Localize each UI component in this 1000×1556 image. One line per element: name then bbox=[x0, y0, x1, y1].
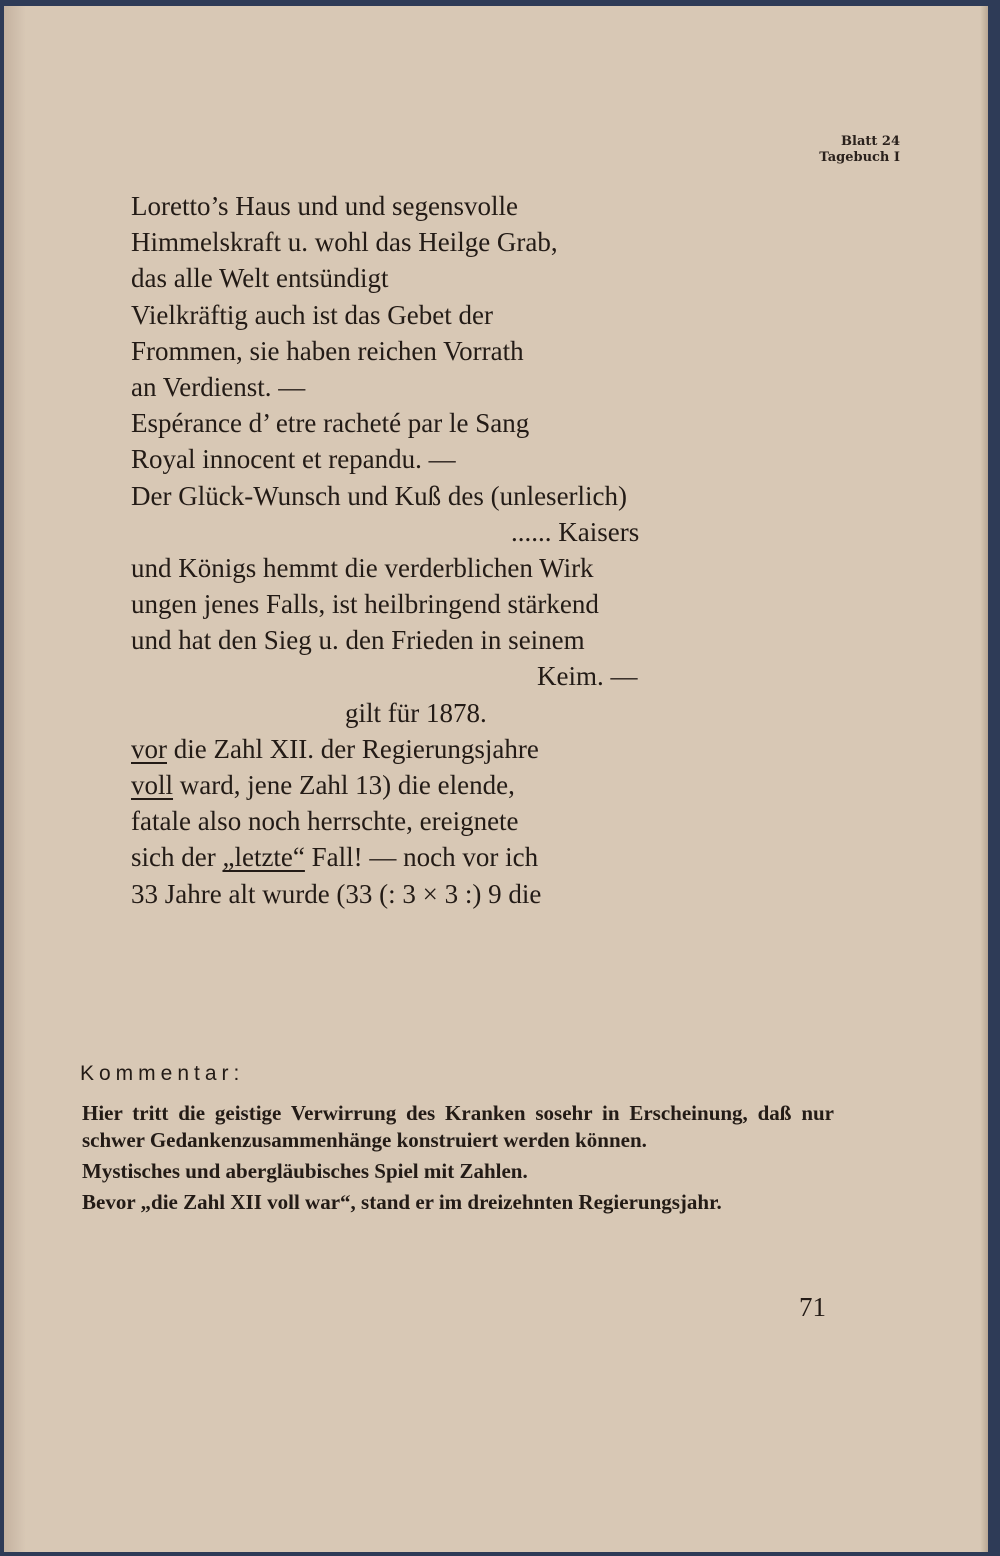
diary-line: ungen jenes Falls, ist heilbringend stärkend bbox=[131, 589, 599, 620]
diary-line: Der Glück-Wunsch und Kuß des (unleserlich) bbox=[131, 480, 628, 511]
line-text: sich der bbox=[131, 842, 223, 873]
underlined-word: voll bbox=[131, 770, 174, 800]
diary-line: Espérance d’ etre racheté par le Sang bbox=[131, 408, 530, 439]
line-text: die Zahl XII. der Regierungsjahre bbox=[167, 733, 539, 764]
commentary-paragraph: Mystisches und abergläubisches Spiel mit Zahlen. bbox=[82, 1159, 528, 1183]
commentary-paragraph: Bevor „die Zahl XII voll war“, stand er im dreizehnten Regierungsjahr. bbox=[82, 1190, 722, 1214]
underlined-word: vor bbox=[131, 733, 167, 764]
line-text: Fall! — noch vor ich bbox=[304, 842, 539, 873]
diary-line bbox=[131, 839, 791, 875]
diary-line: Himmelskraft u. wohl das Heilge Grab, bbox=[131, 227, 558, 258]
diary-line: und hat den Sieg u. den Frieden in seinem bbox=[131, 625, 585, 656]
header-blatt: Blatt 24 bbox=[841, 134, 900, 149]
page-edge-shadow bbox=[980, 6, 988, 1552]
diary-line: Loretto’s Haus und und segensvolle bbox=[131, 191, 518, 221]
diary-line: 33 Jahre alt wurde (33 (: 3 × 3 :) 9 die bbox=[131, 878, 542, 909]
diary-line: ...... Kaisers bbox=[511, 516, 640, 547]
diary-line: und Königs hemmt die verderblichen Wirk bbox=[131, 552, 594, 583]
diary-line: Vielkräftig auch ist das Gebet der bbox=[131, 299, 493, 330]
commentary-body bbox=[82, 1100, 834, 1220]
diary-line: gilt für 1878. bbox=[345, 697, 487, 728]
diary-line: Keim. — bbox=[537, 661, 638, 692]
commentary-paragraph: Hier tritt die geistige Verwirrung des Kranken sosehr in Erscheinung, daß nur schwer Gedankenzusammenhänge konstruiert werden können. bbox=[82, 1101, 834, 1152]
header-tagebuch: Tagebuch I bbox=[819, 150, 900, 165]
diary-transcription bbox=[131, 188, 791, 912]
diary-line: Frommen, sie haben reichen Vorrath bbox=[131, 335, 524, 366]
diary-line: das alle Welt entsündigt bbox=[131, 263, 389, 294]
diary-line bbox=[131, 731, 791, 767]
page-gutter-shadow bbox=[4, 6, 26, 1552]
page-number: 71 bbox=[799, 1292, 826, 1322]
underlined-word: „letzte“ bbox=[222, 842, 305, 873]
commentary-title: Kommentar: bbox=[80, 1062, 245, 1085]
diary-line bbox=[131, 767, 791, 803]
diary-line: an Verdienst. — bbox=[131, 371, 306, 402]
line-text: ward, jene Zahl 13) die elende, bbox=[173, 770, 515, 800]
diary-line: Royal innocent et repandu. — bbox=[131, 444, 456, 475]
page-header bbox=[819, 134, 900, 166]
diary-line: fatale also noch herrschte, ereignete bbox=[131, 806, 519, 837]
book-page bbox=[4, 6, 988, 1552]
